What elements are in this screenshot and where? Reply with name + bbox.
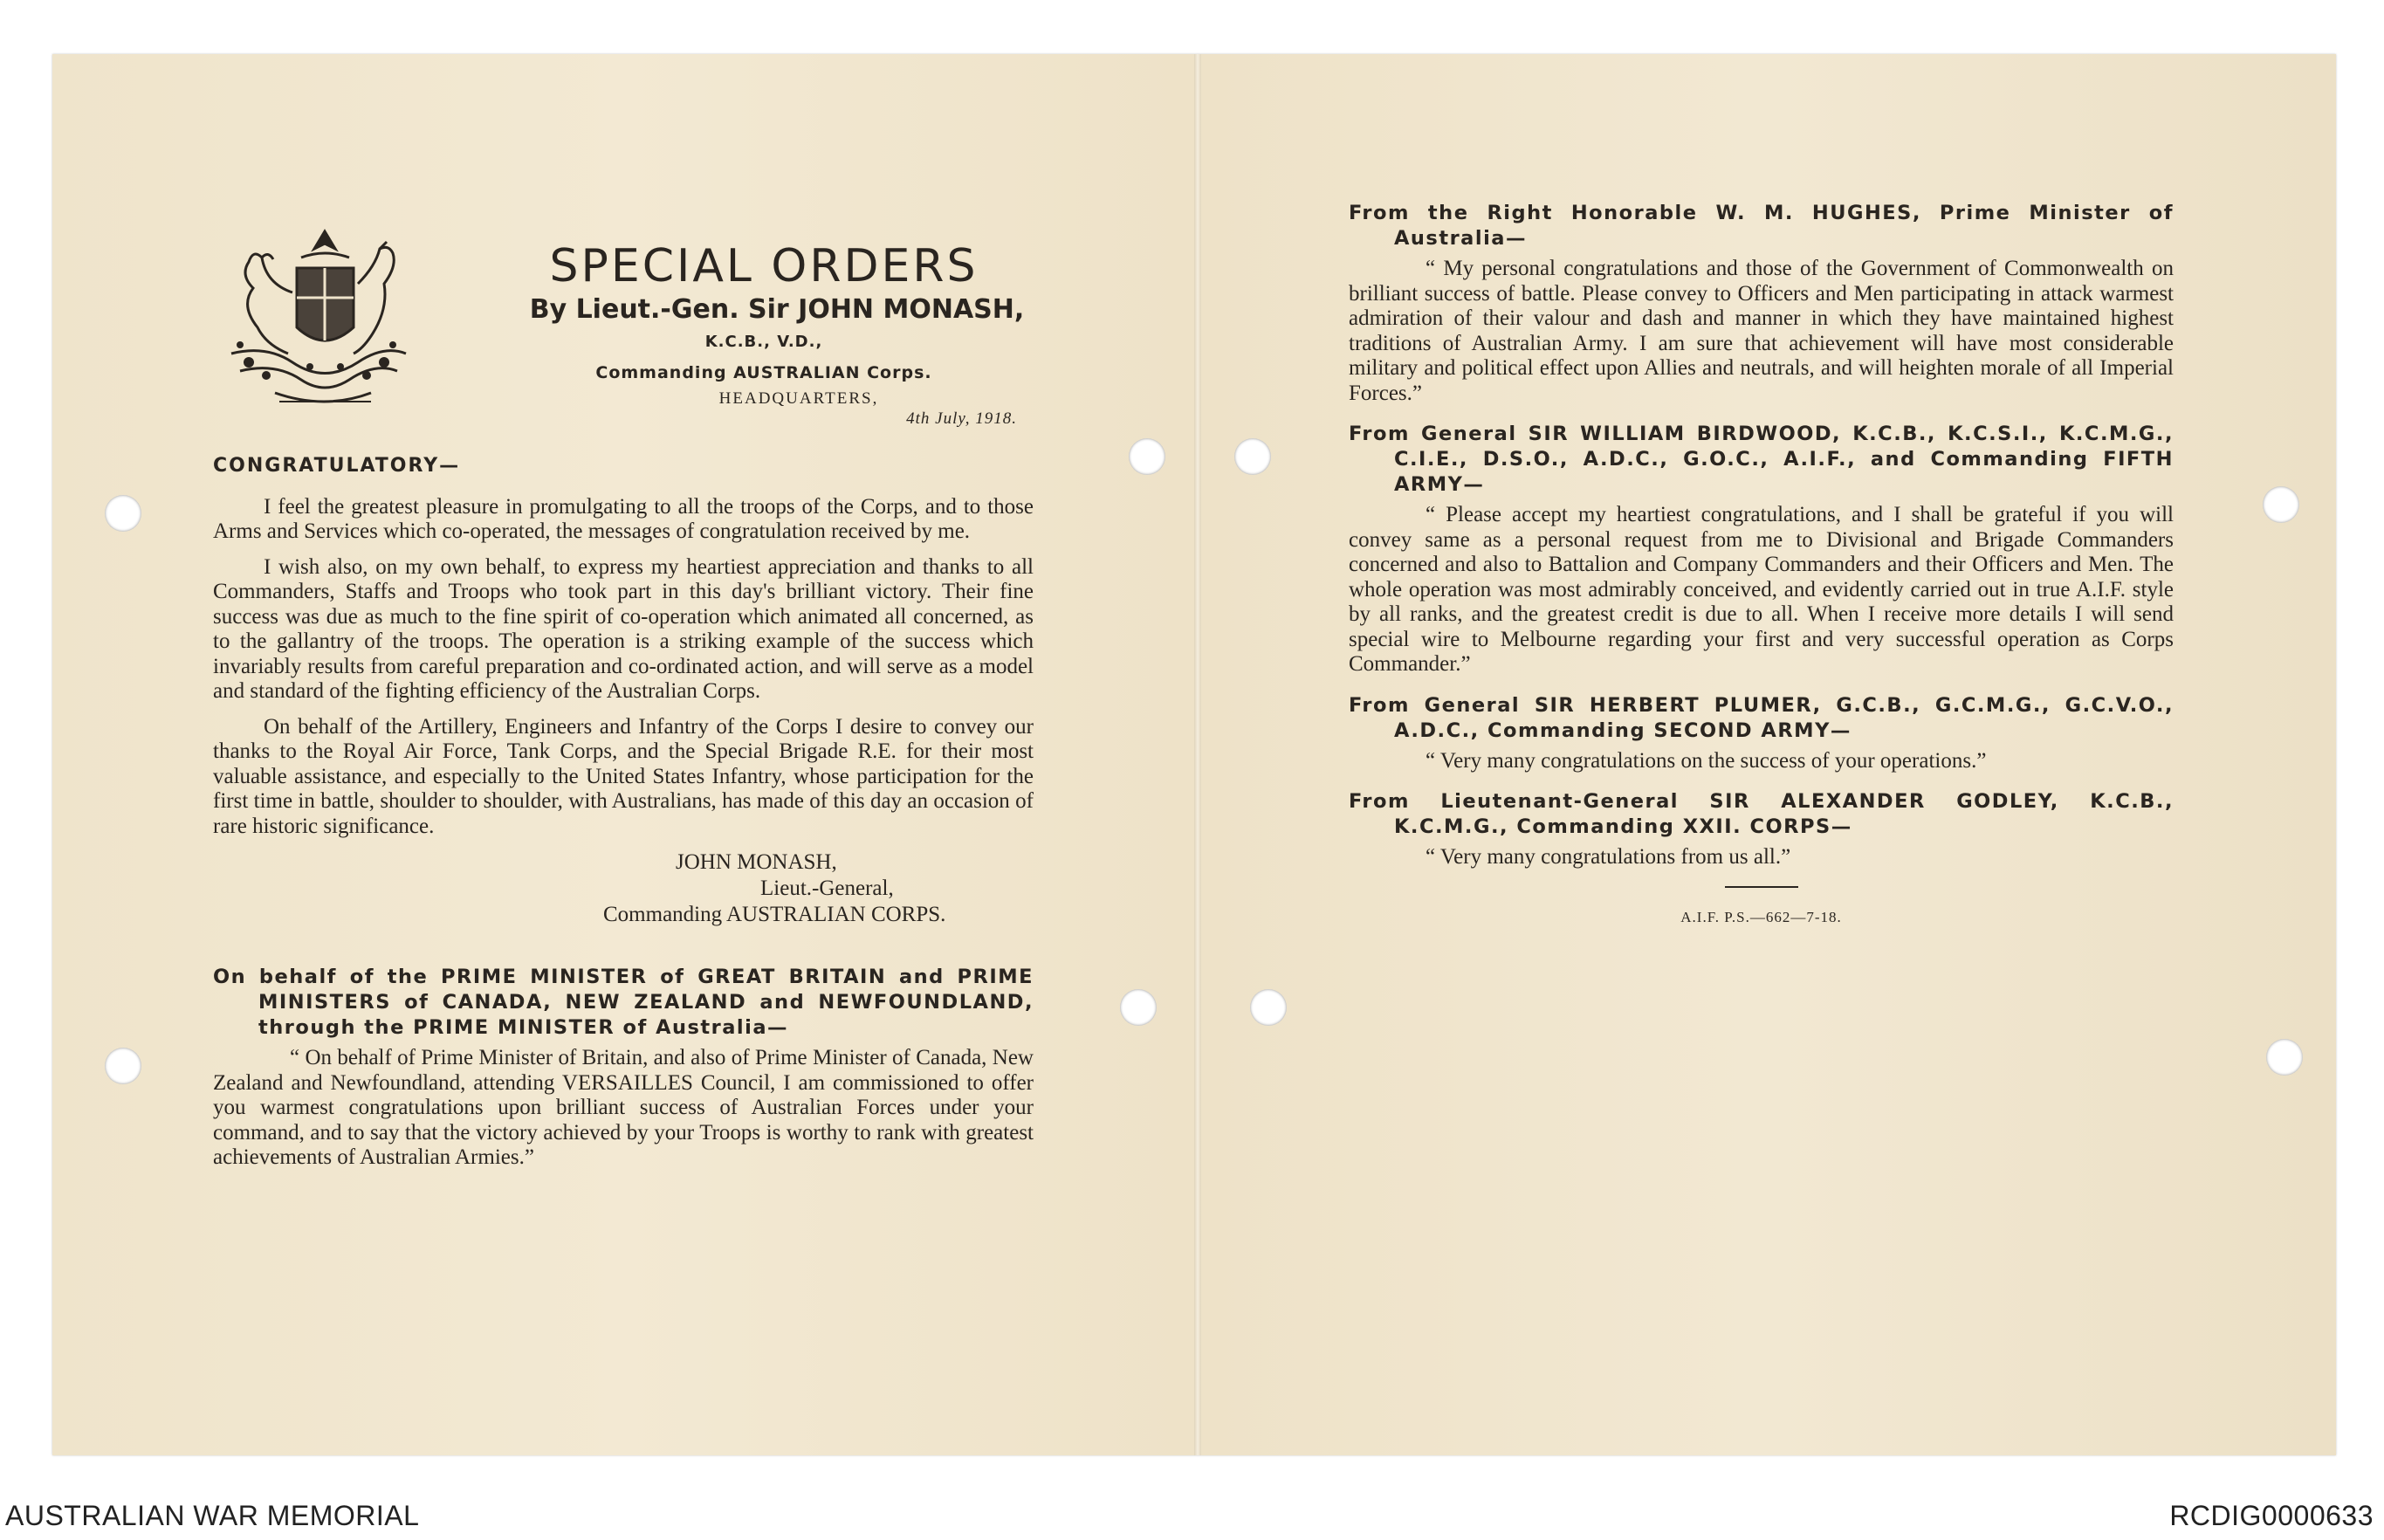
message-text: “ On behalf of Prime Minister of Britain, and also of Prime Minister of Canada, New Zealand and Newfoundland, attending VERSAILLES Council, I am commissioned to offer you warmest congratulations upon brilliant success of Australian Forces under your command, and to say that the victory achieved by your Troops is worthy to rank with greatest achievements of Australian Armies.” <box>213 1046 1034 1169</box>
punch-hole <box>2266 1039 2303 1076</box>
message-heading: On behalf of the PRIME MINISTER of GREAT BRITAIN and PRIME MINISTERS of CANADA, NEW ZEALAND and NEWFOUNDLAND, through the PRIME MINISTER of Australia— <box>213 966 1034 1039</box>
message-text: “ Very many congratulations on the success of your operations.” <box>1426 748 1987 773</box>
body-paragraph: I wish also, on my own behalf, to express my heartiest appreciation and thanks to all Commanders, Staffs and Troops who took part in this day's brilliant victory. Their fine success was due as much to the fine spirit of co-operation which animated all concerned, as to the gallantry of the troops. The operation is a striking example of the success which invariably results from careful preparation and co-ordinated action, and will serve as a model and standard of the fighting efficiency of the Australian Corps. <box>213 554 1034 703</box>
punch-hole <box>105 495 141 532</box>
message-heading: From General SIR WILLIAM BIRDWOOD, K.C.B., K.C.S.I., K.C.M.G., C.I.E., D.S.O., A.D.C., G.O.C., A.I.F., and Commanding FIFTH ARMY— <box>1349 423 2174 496</box>
coat-of-arms-crest <box>214 223 419 423</box>
record-id: RCDIG0000633 <box>2169 1500 2374 1531</box>
signature-command: Commanding AUSTRALIAN CORPS. <box>603 903 946 926</box>
institution-label: AUSTRALIAN WAR MEMORIAL <box>5 1500 420 1531</box>
message-heading: From the Right Honorable W. M. HUGHES, Prime Minister of Australia— <box>1349 202 2174 250</box>
punch-hole <box>2263 486 2299 523</box>
right-page <box>1349 201 2174 930</box>
punch-hole <box>1120 989 1157 1026</box>
message-text: “ My personal congratulations and those of the Government of Commonwealth on brilliant success of battle. Please convey to Officers and Men participating in attack warmest admiration of their valour and dash and manner in which they have maintained highest traditions of Australian Army. I am sure that achievement will have most considerable military and political effect upon Allies and neutrals, and will heighten morale of all Imperial Forces.” <box>1349 257 2174 405</box>
left-page <box>213 454 1034 1186</box>
punch-hole <box>1129 438 1165 475</box>
section-title: CONGRATULATORY— <box>213 455 461 477</box>
author-honours: K.C.B., V.D., <box>704 333 823 351</box>
signature-name: JOHN MONASH, <box>676 850 837 874</box>
body-paragraph: I feel the greatest pleasure in promulgating to all the troops of the Corps, and to those Arms and Services which co-operated, the messages of congratulation received by me. <box>213 494 1034 543</box>
document-title: SPECIAL ORDERS <box>549 240 979 292</box>
message-text: “ Please accept my heartiest congratulations, and I shall be grateful if you will convey same as a personal request from me to Divisional and Brigade Commanders concerned and also to Battalion and Company Commanders and their Officers and Men. The whole operation was most admirably conceived, and evidently carried out in true A.I.F. style by all ranks, and the greatest credit is due to all. When I receive more details I will send special wire to Melbourne regarding your first and very successful operation as Corps Commander.” <box>1349 503 2174 676</box>
divider-rule <box>1725 886 1798 888</box>
document-date: 4th July, 1918. <box>906 409 1017 428</box>
message-heading: From Lieutenant-General SIR ALEXANDER GODLEY, K.C.B., K.C.M.G., Commanding XXII. CORPS— <box>1349 790 2174 838</box>
punch-hole <box>1250 989 1287 1026</box>
punch-hole <box>1234 438 1271 475</box>
headquarters-label: HEADQUARTERS, <box>718 389 879 408</box>
punch-hole <box>105 1048 141 1084</box>
document-byline: By Lieut.-Gen. Sir JOHN MONASH, <box>529 294 1025 325</box>
center-fold <box>1194 54 1201 1455</box>
print-reference: A.I.F. P.S.—662—7-18. <box>1680 908 1842 925</box>
signature-rank: Lieut.-General, <box>760 877 894 900</box>
message-text: “ Very many congratulations from us all.” <box>1426 845 1791 869</box>
body-paragraph: On behalf of the Artillery, Engineers and Infantry of the Corps I desire to convey our thanks to the Royal Air Force, Tank Corps, and the Special Brigade R.E. for their most valuable assistance, and especially to the United States Infantry, whose participation for the first time in battle, shoulder to shoulder, with Australians, has made of this day an occasion of rare historic significance. <box>213 714 1034 838</box>
author-command: Commanding AUSTRALIAN Corps. <box>595 363 932 382</box>
message-heading: From General SIR HERBERT PLUMER, G.C.B., G.C.M.G., G.C.V.O., A.D.C., Commanding SECOND ARMY— <box>1349 693 2174 742</box>
signature-block <box>213 849 1034 928</box>
document-header <box>502 240 1026 429</box>
